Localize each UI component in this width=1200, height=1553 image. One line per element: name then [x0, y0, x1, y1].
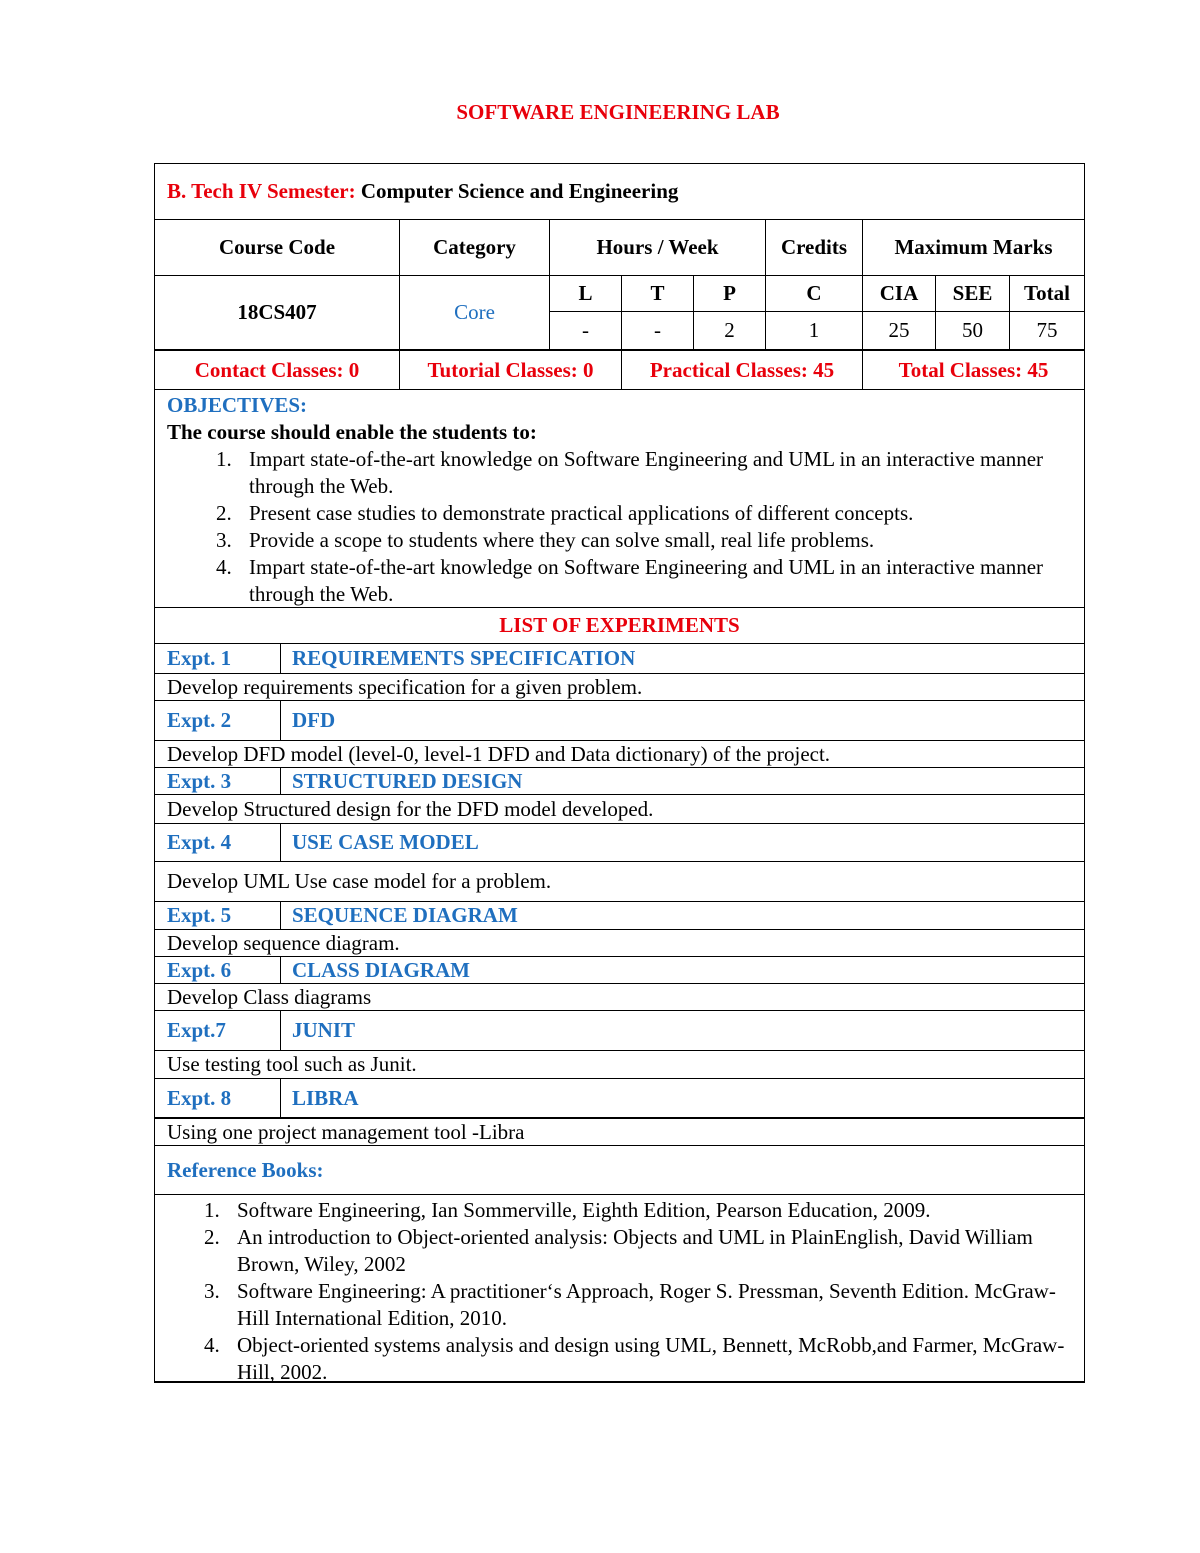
experiment-number: Expt. 2 — [167, 708, 232, 732]
syllabus-table — [154, 163, 1085, 1383]
experiment-name: CLASS DIAGRAM — [292, 957, 470, 982]
experiment-description: Develop Structured design for the DFD model developed. — [155, 795, 1084, 824]
header-hours-week: Hours / Week — [549, 220, 765, 275]
value-c: 1 — [765, 312, 862, 349]
reference-item: 3. Software Engineering: A practitioner‘s Approach, Roger S. Pressman, Seventh Edition. McGraw-Hill International Edition, 2010. — [225, 1278, 1084, 1332]
experiment-name: SEQUENCE DIAGRAM — [292, 903, 518, 927]
experiment-number: Expt.7 — [167, 1018, 226, 1042]
experiment-row — [155, 824, 1084, 862]
header-course-code: Course Code — [218, 235, 336, 259]
objective-item: 3. Provide a scope to students where they can solve small, real life problems. — [237, 527, 1084, 554]
value-see: 50 — [935, 312, 1009, 349]
experiment-description: Using one project management tool -Libra — [155, 1119, 1084, 1146]
experiment-name: REQUIREMENTS SPECIFICATION — [292, 646, 636, 670]
total-classes: Total Classes: 45 — [862, 351, 1084, 389]
contact-classes: Contact Classes: 0 — [194, 357, 360, 382]
objective-item: 4. Impart state-of-the-art knowledge on Software Engineering and UML in an interactive manner through the Web. — [237, 554, 1084, 608]
experiment-row — [155, 1011, 1084, 1051]
objectives-intro: The course should enable the students to: — [167, 420, 537, 444]
header-max-marks: Maximum Marks — [862, 220, 1084, 275]
header-see: SEE — [935, 276, 1009, 311]
experiment-number: Expt. 3 — [167, 768, 232, 793]
experiment-row — [155, 768, 1084, 795]
tutorial-classes: Tutorial Classes: 0 — [399, 351, 621, 389]
experiment-number: Expt. 1 — [167, 646, 232, 670]
page-title: SOFTWARE ENGINEERING LAB — [456, 100, 780, 124]
semester-value: Computer Science and Engineering — [360, 179, 679, 203]
objective-item: 2. Present case studies to demonstrate practical applications of different concepts. — [237, 500, 1084, 527]
experiment-description: Develop DFD model (level-0, level-1 DFD and Data dictionary) of the project. — [155, 741, 1084, 768]
reference-item: 1. Software Engineering, Ian Sommerville, Eighth Edition, Pearson Education, 2009. — [225, 1197, 1084, 1224]
experiment-row — [155, 644, 1084, 674]
value-total: 75 — [1009, 312, 1084, 349]
experiment-number: Expt. 8 — [167, 1085, 232, 1110]
reference-item: 2. An introduction to Object-oriented analysis: Objects and UML in PlainEnglish, David William Brown, Wiley, 2002 — [225, 1224, 1084, 1278]
course-row — [155, 276, 1084, 350]
experiment-row — [155, 957, 1084, 984]
header-credits: Credits — [765, 220, 862, 275]
experiment-description: Develop sequence diagram. — [155, 930, 1084, 957]
header-p: P — [693, 276, 765, 311]
semester-row — [155, 163, 1084, 220]
course-code: 18CS407 — [237, 300, 317, 324]
experiment-row — [155, 902, 1084, 930]
practical-classes: Practical Classes: 45 — [621, 351, 862, 389]
objectives-section — [155, 390, 1084, 608]
experiment-name: JUNIT — [292, 1018, 356, 1042]
references-section — [155, 1195, 1084, 1383]
value-cia: 25 — [862, 312, 935, 349]
header-cia: CIA — [862, 276, 935, 311]
experiment-description: Use testing tool such as Junit. — [155, 1051, 1084, 1079]
objectives-heading: OBJECTIVES: — [167, 393, 308, 417]
header-t: T — [621, 276, 693, 311]
objective-item: 1. Impart state-of-the-art knowledge on Software Engineering and UML in an interactive manner through the Web. — [237, 446, 1084, 500]
experiment-name: DFD — [292, 708, 336, 732]
header-l: L — [549, 276, 621, 311]
header-category: Category — [399, 220, 549, 275]
objectives-list — [167, 446, 1084, 608]
experiment-name: USE CASE MODEL — [292, 830, 479, 854]
header-c: C — [765, 276, 862, 311]
experiment-description: Develop UML Use case model for a problem. — [155, 862, 1084, 902]
semester-label: B. Tech IV Semester: — [167, 179, 356, 203]
experiment-description: Develop requirements specification for a given problem. — [155, 674, 1084, 701]
references-list — [155, 1197, 1084, 1386]
reference-item: 4. Object-oriented systems analysis and design using UML, Bennett, McRobb,and Farmer, McGraw-Hill, 2002. — [225, 1332, 1084, 1386]
experiment-number: Expt. 4 — [167, 830, 232, 854]
value-l: - — [549, 312, 621, 349]
experiment-description: Develop Class diagrams — [155, 984, 1084, 1011]
experiment-number: Expt. 6 — [167, 957, 232, 982]
references-heading: Reference Books: — [155, 1146, 1084, 1195]
experiment-name: STRUCTURED DESIGN — [292, 768, 523, 793]
header-row — [155, 220, 1084, 276]
experiment-row — [155, 701, 1084, 741]
course-category: Core — [399, 276, 549, 349]
value-t: - — [621, 312, 693, 349]
classes-row — [155, 350, 1084, 390]
experiments-heading: LIST OF EXPERIMENTS — [155, 608, 1084, 644]
header-total: Total — [1009, 276, 1084, 311]
experiment-row — [155, 1079, 1084, 1119]
experiment-name: LIBRA — [292, 1085, 359, 1110]
value-p: 2 — [693, 312, 765, 349]
experiment-number: Expt. 5 — [167, 903, 232, 927]
